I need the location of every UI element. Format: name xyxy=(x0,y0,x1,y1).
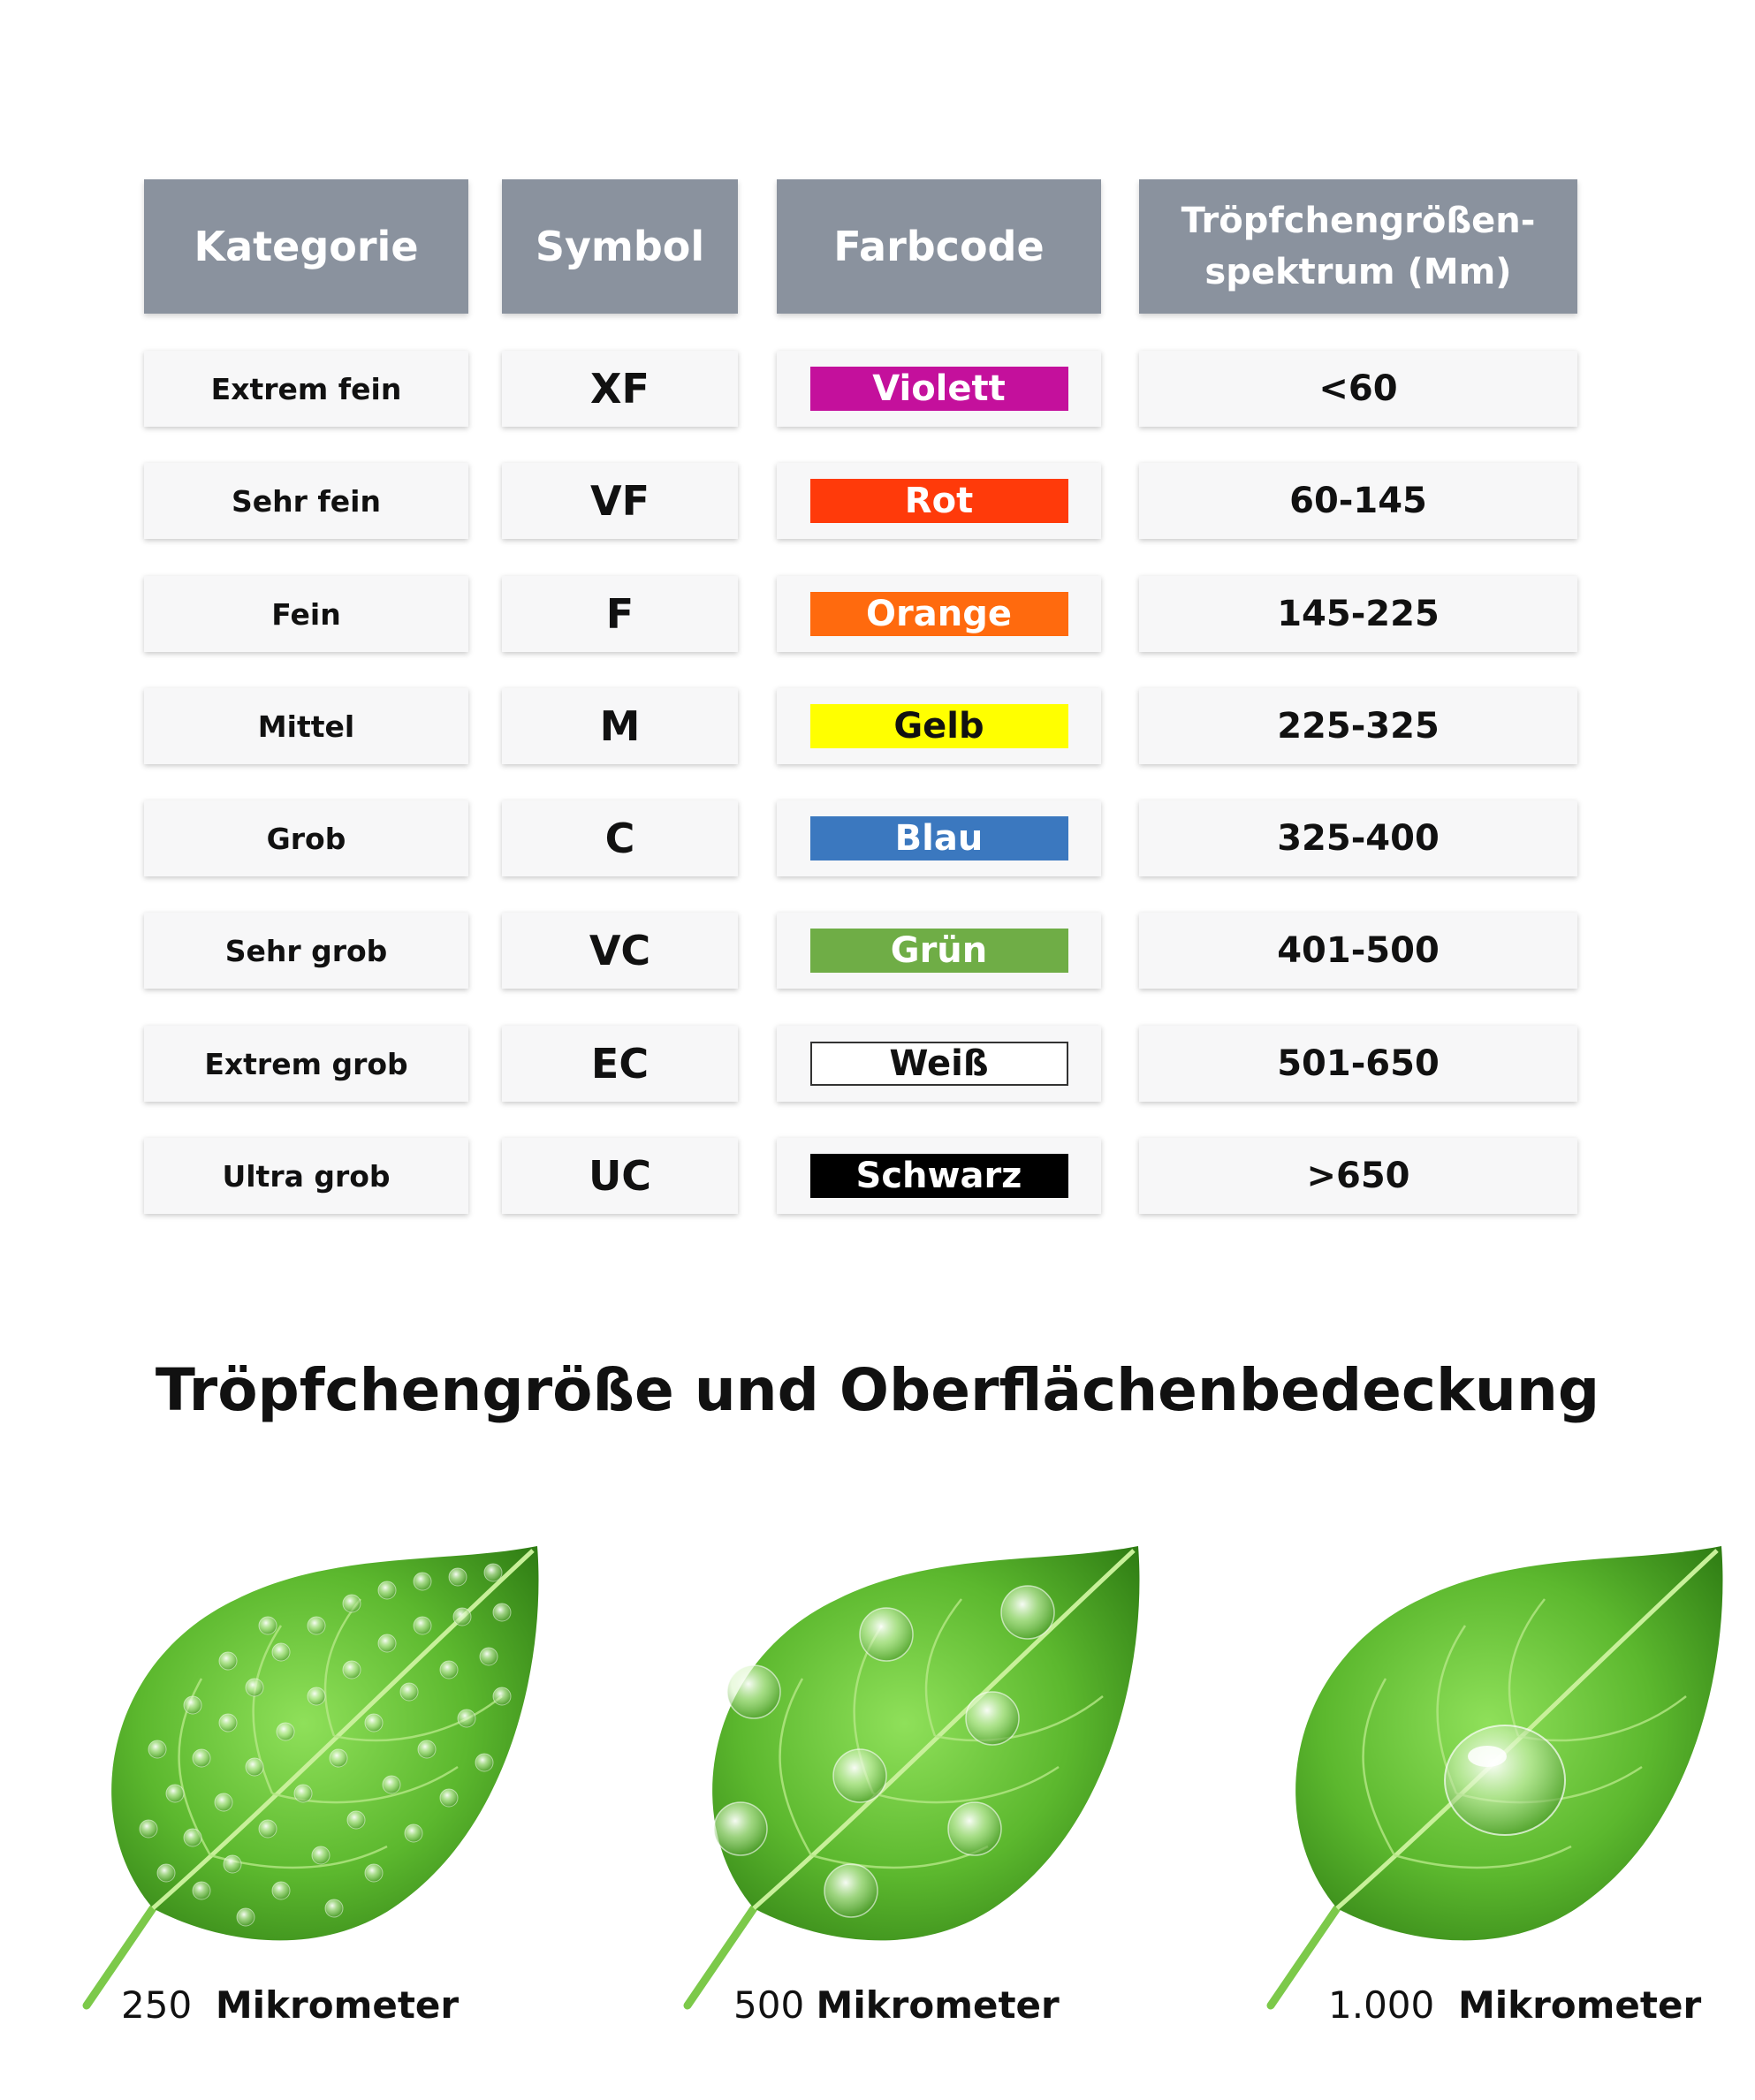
farbcode-cell xyxy=(777,1138,1101,1214)
farbcode-cell xyxy=(777,800,1101,876)
leaf-single-large-droplet-icon xyxy=(1253,1528,1748,2023)
color-swatch: Gelb xyxy=(810,704,1068,748)
header-spektrum-line2: spektrum (Mm) xyxy=(1204,252,1512,292)
kategorie-cell: Mittel xyxy=(144,688,468,764)
header-spektrum xyxy=(1139,179,1577,314)
header-symbol-label: Symbol xyxy=(535,223,705,270)
kategorie-cell: Ultra grob xyxy=(144,1138,468,1214)
caption-unit: Mikrometer xyxy=(816,1983,1060,2027)
color-swatch: Schwarz xyxy=(810,1154,1068,1198)
header-spektrum-line1: Tröpfchengrößen- xyxy=(1181,201,1536,241)
color-swatch: Grün xyxy=(810,929,1068,973)
header-spektrum-label xyxy=(1181,195,1536,298)
caption-size: 250 xyxy=(121,1983,193,2027)
farbcode-cell xyxy=(777,576,1101,652)
kategorie-cell: Extrem grob xyxy=(144,1026,468,1102)
kategorie-cell: Sehr fein xyxy=(144,463,468,539)
caption-size: 500 xyxy=(733,1983,805,2027)
spektrum-cell: 401-500 xyxy=(1139,913,1577,989)
color-swatch: Violett xyxy=(810,367,1068,411)
leaf-image xyxy=(670,1528,1165,2023)
leaf-image xyxy=(1253,1528,1748,2023)
caption-unit: Mikrometer xyxy=(1457,1983,1702,2027)
leaf-many-small-droplets-icon xyxy=(69,1528,564,2023)
leaf-caption-250 xyxy=(121,1983,459,2027)
header-kategorie xyxy=(144,179,468,314)
caption-unit: Mikrometer xyxy=(215,1983,460,2027)
symbol-cell: UC xyxy=(502,1138,738,1214)
symbol-cell: M xyxy=(502,688,738,764)
kategorie-cell: Extrem fein xyxy=(144,351,468,427)
header-farbcode xyxy=(777,179,1101,314)
farbcode-cell xyxy=(777,913,1101,989)
color-swatch: Orange xyxy=(810,592,1068,636)
spektrum-cell: 60-145 xyxy=(1139,463,1577,539)
header-kategorie-label: Kategorie xyxy=(194,223,419,270)
symbol-cell: EC xyxy=(502,1026,738,1102)
spektrum-cell: 145-225 xyxy=(1139,576,1577,652)
farbcode-cell xyxy=(777,688,1101,764)
section-title: Tröpfchengröße und Oberflächenbedeckung xyxy=(155,1356,1600,1424)
farbcode-cell xyxy=(777,463,1101,539)
kategorie-cell: Sehr grob xyxy=(144,913,468,989)
symbol-cell: VC xyxy=(502,913,738,989)
symbol-cell: F xyxy=(502,576,738,652)
symbol-cell: VF xyxy=(502,463,738,539)
spektrum-cell: 501-650 xyxy=(1139,1026,1577,1102)
symbol-cell: C xyxy=(502,800,738,876)
leaf-caption-1000 xyxy=(1328,1983,1701,2027)
symbol-cell: XF xyxy=(502,351,738,427)
color-swatch: Rot xyxy=(810,479,1068,523)
leaf-image xyxy=(69,1528,564,2023)
kategorie-cell: Grob xyxy=(144,800,468,876)
farbcode-cell xyxy=(777,351,1101,427)
header-symbol xyxy=(502,179,738,314)
color-swatch: Blau xyxy=(810,816,1068,860)
kategorie-cell: Fein xyxy=(144,576,468,652)
caption-size: 1.000 xyxy=(1328,1983,1435,2027)
leaf-caption-500 xyxy=(733,1983,1060,2027)
color-swatch: Weiß xyxy=(810,1042,1068,1086)
header-farbcode-label: Farbcode xyxy=(833,223,1045,270)
spektrum-cell: 325-400 xyxy=(1139,800,1577,876)
spektrum-cell: 225-325 xyxy=(1139,688,1577,764)
spektrum-cell: >650 xyxy=(1139,1138,1577,1214)
spektrum-cell: <60 xyxy=(1139,351,1577,427)
leaf-several-droplets-icon xyxy=(670,1528,1165,2023)
farbcode-cell xyxy=(777,1026,1101,1102)
